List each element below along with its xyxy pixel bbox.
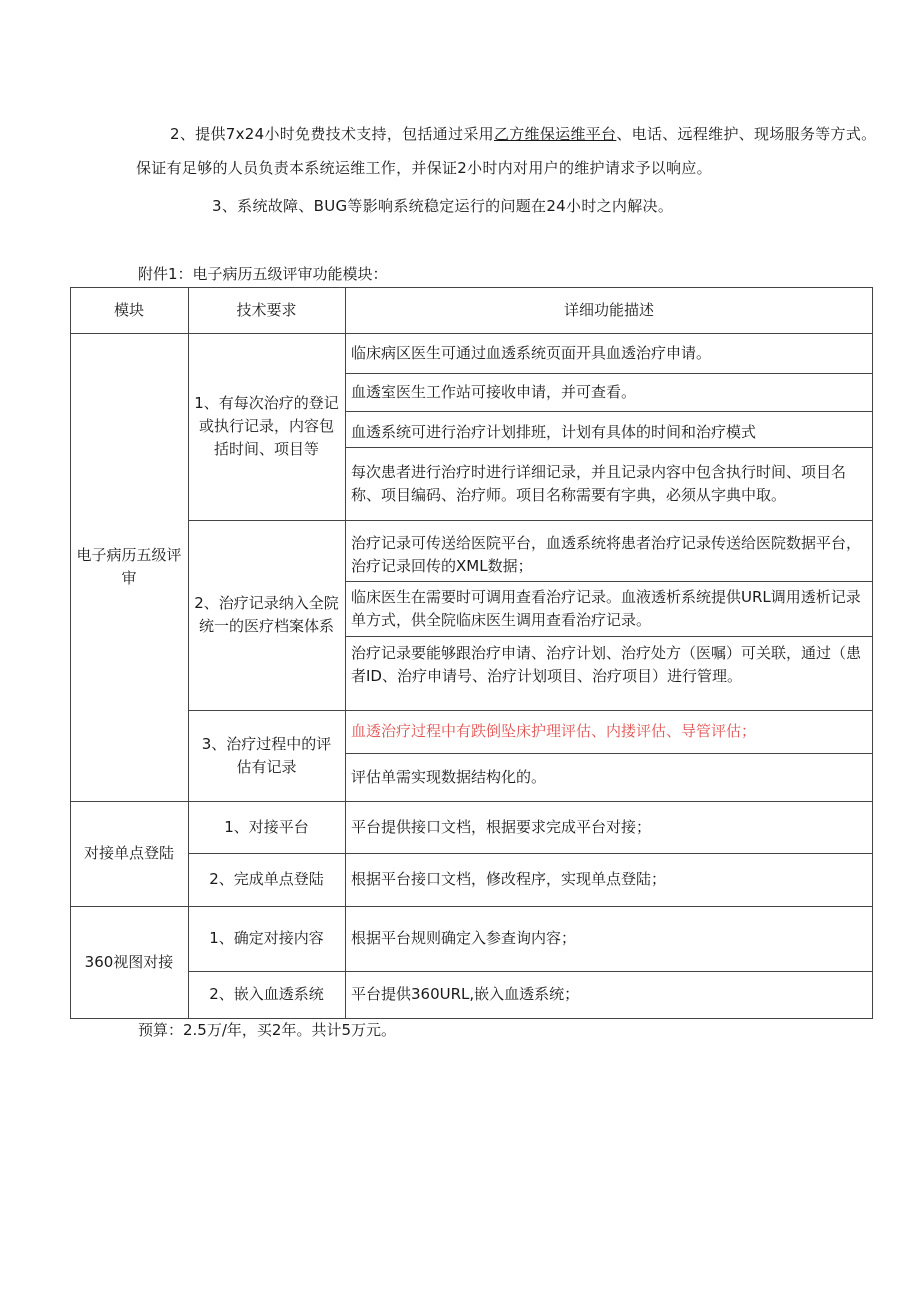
requirement-confirm-content: 1、确定对接内容 — [209, 929, 324, 947]
detail-cell-highlighted: 血透治疗过程中有跌倒坠床护理评估、内搂评估、导管评估； — [351, 722, 757, 740]
detail-cell: 临床医生在需要时可调用查看治疗记录。血液透析系统提供URL调用透析记录单方式，供全院临床医生调用查看治疗记录。 — [351, 587, 861, 629]
requirement-platform-docking: 1、对接平台 — [224, 817, 309, 836]
detail-cell: 每次患者进行治疗时进行详细记录，并且记录内容中包含执行时间、项目名称、项目编码、治疗师。项目名称需要有字典，必须从字典中取。 — [351, 462, 847, 504]
detail-cell: 平台提供360URL,嵌入血透系统； — [351, 985, 580, 1003]
detail-cell: 评估单需实现数据结构化的。 — [351, 767, 547, 786]
module-360-view: 360视图对接 — [84, 952, 174, 971]
requirement-embed-system: 2、嵌入血透系统 — [209, 985, 324, 1003]
header-description: 详细功能描述 — [563, 300, 654, 319]
detail-cell: 临床病区医生可通过血透系统页面开具血透治疗申请。 — [351, 343, 712, 362]
requirement-archive-system: 2、治疗记录纳入全院统一的医疗档案体系 — [194, 594, 339, 635]
module-sso: 对接单点登陆 — [83, 844, 174, 862]
detail-cell: 治疗记录可传送给医院平台，血透系统将患者治疗记录传送给医院数据平台，治疗记录回传的XML数据； — [351, 534, 862, 575]
intro-item-3: 3、系统故障、BUG等影响系统稳定运行的问题在24小时之内解决。 — [212, 197, 674, 215]
detail-cell: 血透室医生工作站可接收申请，并可查看。 — [351, 382, 637, 401]
function-module-table — [70, 287, 873, 1019]
requirement-treatment-record: 1、有每次治疗的登记或执行记录，内容包括时间、项目等 — [194, 394, 339, 458]
requirement-evaluation: 3、治疗过程中的评估有记录 — [201, 734, 332, 776]
module-emr-level5: 电子病历五级评审 — [76, 546, 182, 587]
header-requirement: 技术要求 — [236, 300, 297, 319]
detail-cell: 平台提供接口文档，根据要求完成平台对接； — [351, 817, 652, 836]
detail-cell: 治疗记录要能够跟治疗申请、治疗计划、治疗处方（医嘱）可关联，通过（患者ID、治疗申请号、治疗计划项目、治疗项目）进行管理。 — [351, 643, 862, 685]
detail-cell: 根据平台规则确定入参查询内容； — [351, 929, 577, 947]
requirement-sso: 2、完成单点登陆 — [209, 870, 324, 888]
header-module: 模块 — [113, 300, 144, 319]
detail-cell: 血透系统可进行治疗计划排班，计划有具体的时间和治疗模式 — [351, 423, 757, 441]
attachment-caption: 附件1：电子病历五级评审功能模块： — [138, 265, 388, 283]
detail-cell: 根据平台接口文档，修改程序，实现单点登陆； — [351, 870, 667, 888]
maintenance-platform-underlined: 乙方维保运维平台 — [493, 125, 617, 143]
budget-note: 预算：2.5万/年，买2年。共计5万元。 — [138, 1021, 396, 1039]
intro-item-2: 2、提供7x24小时免费技术支持，包括通过采用乙方维保运维平台、电话、远程维护、现场服务等方式。保证有足够的人员负责本系统运维工作，并保证2小时内对用户的维护请求予以响应。 — [136, 125, 877, 177]
